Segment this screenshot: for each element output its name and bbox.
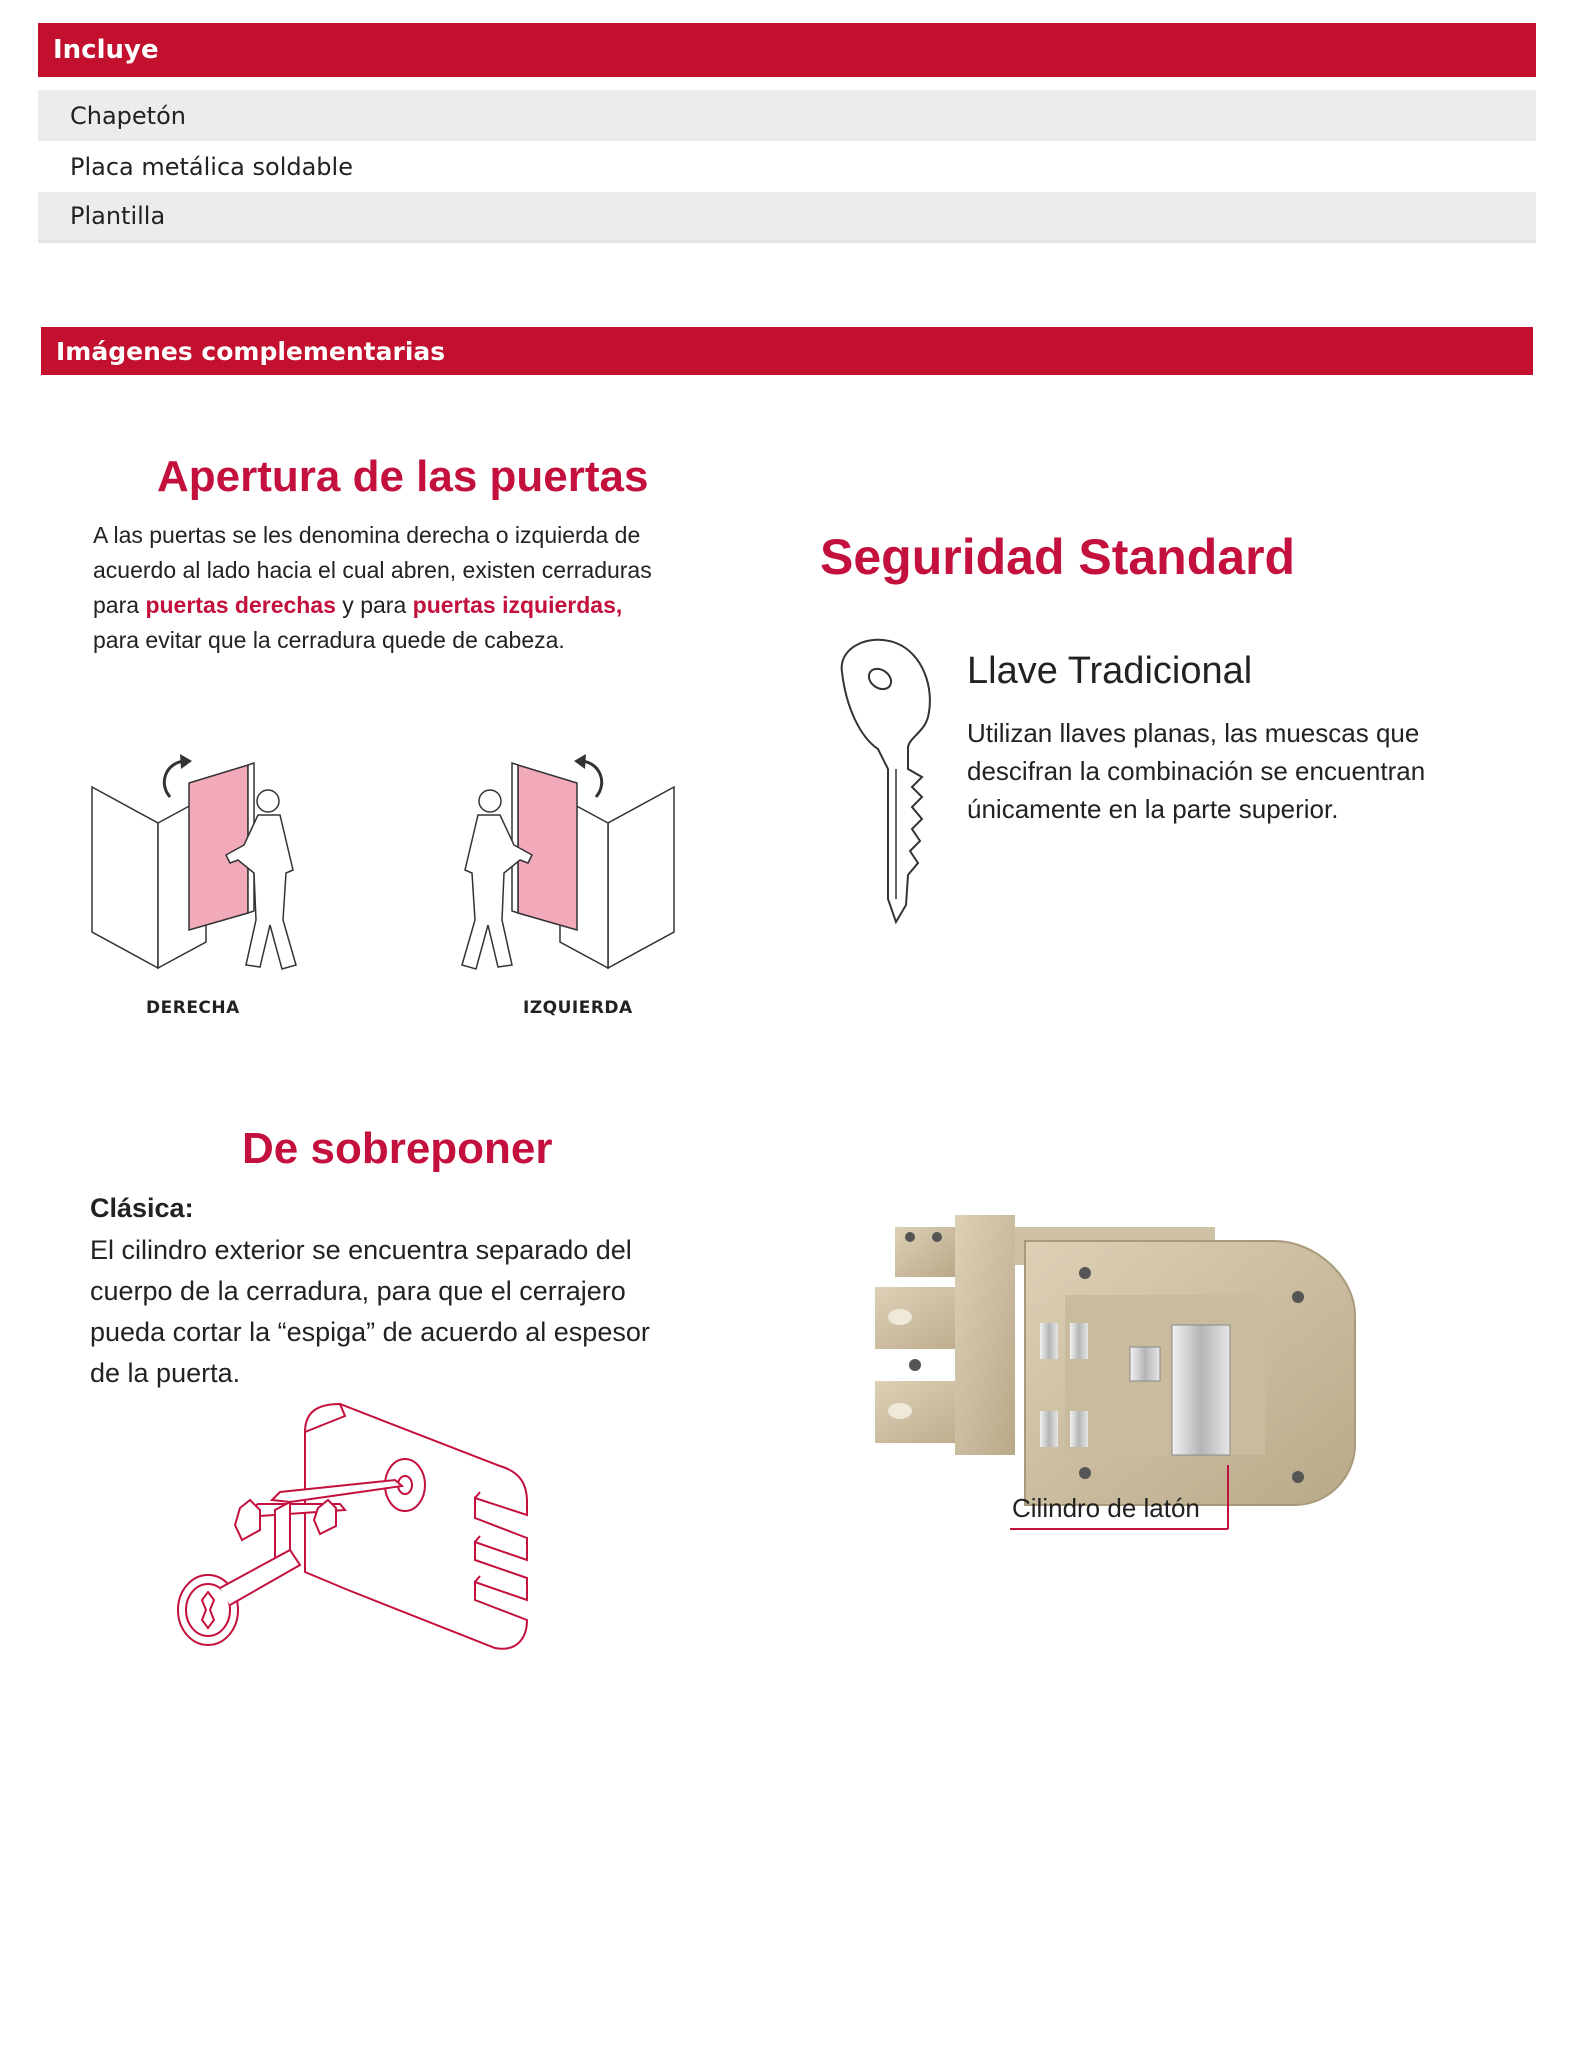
sobreponer-title: De sobreponer — [242, 1124, 553, 1173]
apertura-title: Apertura de las puertas — [157, 452, 649, 501]
seguridad-line-2: descifran la combinación se encuentran — [967, 756, 1426, 786]
sobreponer-text — [90, 1230, 670, 1394]
seguridad-line-3: únicamente en la parte superior. — [967, 794, 1339, 824]
sobreponer-line-4: de la puerta. — [90, 1358, 241, 1388]
key-icon — [830, 637, 940, 927]
apertura-line-2: acuerdo al lado hacia el cual abren, existen cerraduras — [93, 557, 652, 583]
sobreponer-line-2: cuerpo de la cerradura, para que el cerrajero — [90, 1276, 626, 1306]
label-izquierda: IZQUIERDA — [523, 998, 633, 1018]
imagenes-header: Imágenes complementarias — [41, 327, 1533, 375]
seguridad-text — [967, 714, 1425, 828]
highlight-puertas-izquierdas: puertas izquierdas, — [412, 592, 623, 618]
apertura-line-3 — [93, 588, 652, 623]
sobreponer-line-3: pueda cortar la “espiga” de acuerdo al espesor — [90, 1317, 650, 1347]
apertura-line-4: para evitar que la cerradura quede de cabeza. — [93, 627, 565, 653]
label-derecha: DERECHA — [146, 998, 240, 1018]
apertura-line-3-a: para — [93, 592, 146, 618]
sobreponer-subtitle: Clásica: — [90, 1193, 194, 1223]
apertura-text — [93, 518, 652, 658]
highlight-puertas-derechas: puertas derechas — [145, 592, 336, 618]
apertura-line-3-c: y para — [335, 592, 413, 618]
list-item: Chapetón — [38, 90, 1536, 141]
callout-cilindro-laton: Cilindro de latón — [1012, 1493, 1200, 1523]
door-right-illustration — [88, 745, 318, 980]
incluye-list — [38, 90, 1536, 243]
seguridad-title: Seguridad Standard — [820, 529, 1296, 585]
incluye-header: Incluye — [38, 23, 1536, 77]
sobreponer-line-1: El cilindro exterior se encuentra separado del — [90, 1235, 632, 1265]
list-item: Plantilla — [38, 192, 1536, 243]
lock-diagram-illustration — [180, 1400, 580, 1710]
apertura-line-1: A las puertas se les denomina derecha o izquierda de — [93, 522, 641, 548]
door-left-illustration — [448, 745, 678, 980]
list-item: Placa metálica soldable — [70, 152, 353, 181]
seguridad-subtitle: Llave Tradicional — [967, 650, 1253, 692]
seguridad-line-1: Utilizan llaves planas, las muescas que — [967, 718, 1420, 748]
